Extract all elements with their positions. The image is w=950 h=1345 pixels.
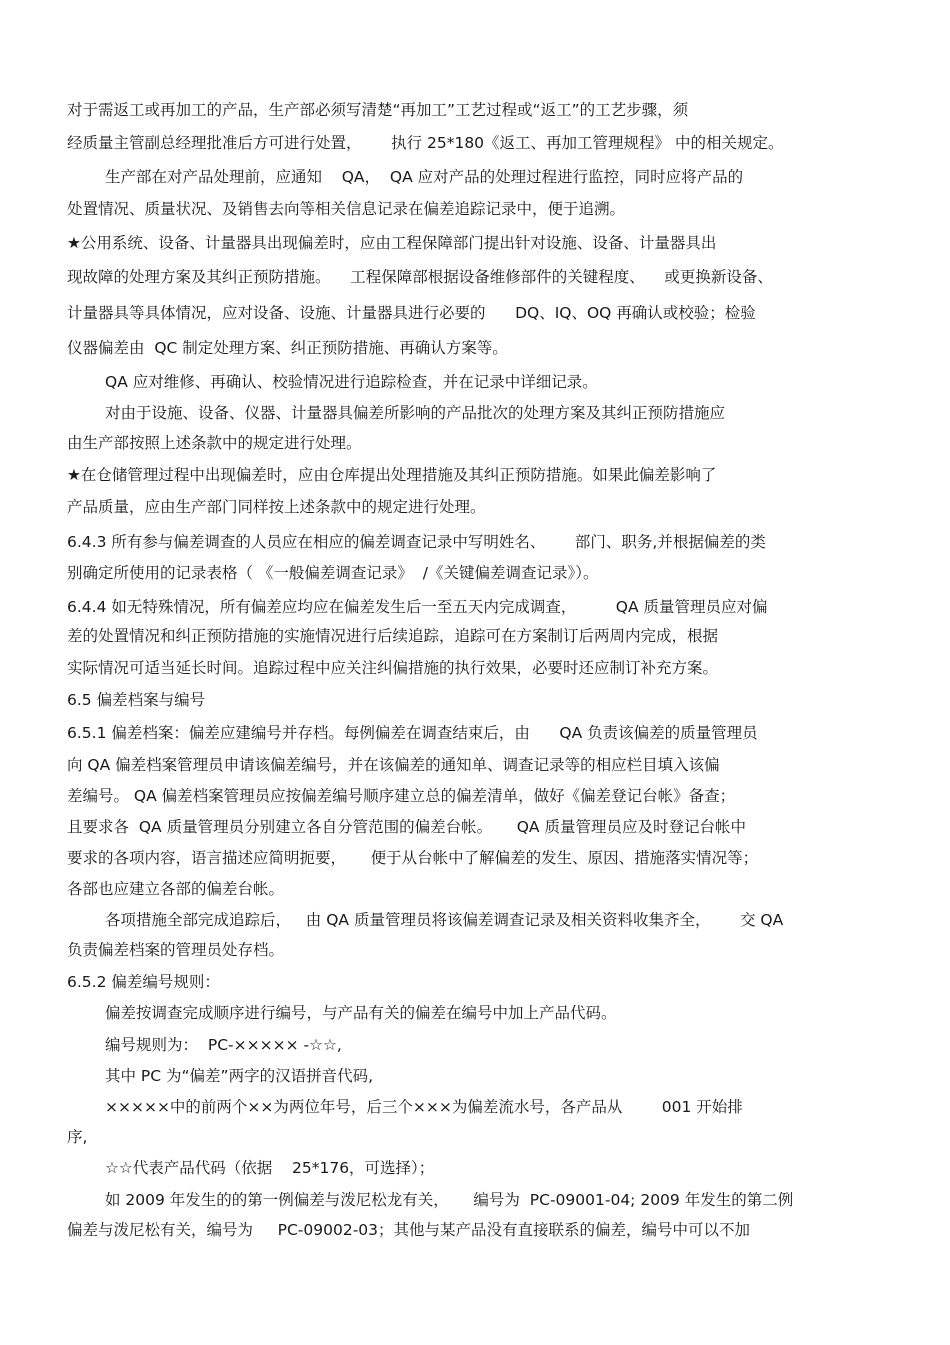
text-line: 6.4.3 所有参与偏差调查的人员应在相应的偏差调查记录中写明姓名、 部门、职务,并根据偏差的类	[67, 533, 766, 551]
text-line: 由生产部按照上述条款中的规定进行处理。	[67, 434, 362, 452]
text-line: ★公用系统、设备、计量器具出现偏差时，应由工程保障部门提出针对设施、设备、计量器具出	[67, 234, 717, 252]
text-line: 别确定所使用的记录表格（ 《一般偏差调查记录》 /《关键偏差调查记录》）。	[67, 564, 599, 582]
text-line: 经质量主管副总经理批准后方可进行处置， 执行 25*180《返工、再加工管理规程》 中的相关规定。	[67, 134, 784, 152]
section-heading: 6.5 偏差档案与编号	[67, 691, 206, 709]
text-line: 向 QA 偏差档案管理员申请该偏差编号，并在该偏差的通知单、调查记录等的相应栏目填入该偏	[67, 756, 720, 774]
text-line: 如 2009 年发生的的第一例偏差与泼尼松龙有关， 编号为 PC-09001-04; 2009 年发生的第二例	[105, 1191, 794, 1209]
text-line: 6.5.1 偏差档案：偏差应建编号并存档。每例偏差在调查结束后，由 QA 负责该偏差的质量管理员	[67, 724, 758, 742]
text-line: ×××××中的前两个××为两位年号，后三个×××为偏差流水号，各产品从 001 开始排	[105, 1098, 743, 1116]
text-line: 对由于设施、设备、仪器、计量器具偏差所影响的产品批次的处理方案及其纠正预防措施应	[105, 404, 726, 422]
text-line: 各项措施全部完成追踪后， 由 QA 质量管理员将该偏差调查记录及相关资料收集齐全， 交 QA	[105, 911, 784, 929]
text-line: 要求的各项内容，语言描述应简明扼要， 便于从台帐中了解偏差的发生、原因、措施落实情况等；	[67, 849, 759, 867]
text-line: 实际情况可适当延长时间。追踪过程中应关注纠偏措施的执行效果，必要时还应制订补充方案。	[67, 659, 719, 677]
text-line: 产品质量，应由生产部门同样按上述条款中的规定进行处理。	[67, 498, 486, 516]
text-line: 负责偏差档案的管理员处存档。	[67, 941, 285, 959]
text-line: 生产部在对产品处理前，应通知 QA， QA 应对产品的处理过程进行监控，同时应将产品的	[105, 168, 744, 186]
text-line: ★在仓储管理过程中出现偏差时，应由仓库提出处理措施及其纠正预防措施。如果此偏差影响了	[67, 466, 717, 484]
text-line: 序,	[67, 1128, 88, 1146]
text-line: 差编号。 QA 偏差档案管理员应按偏差编号顺序建立总的偏差清单，做好《偏差登记台帐》备查；	[67, 787, 736, 805]
text-line: QA 应对维修、再确认、校验情况进行追踪检查，并在记录中详细记录。	[105, 373, 598, 391]
text-line: 对于需返工或再加工的产品，生产部必须写清楚“再加工”工艺过程或“返工”的工艺步骤，须	[67, 101, 689, 119]
text-line: 编号规则为： PC-××××× -☆☆,	[105, 1036, 342, 1054]
text-line: 处置情况、质量状况、及销售去向等相关信息记录在偏差追踪记录中，便于追溯。	[67, 200, 626, 218]
text-line: 其中 PC 为“偏差”两字的汉语拼音代码,	[105, 1067, 374, 1085]
text-line: 仪器偏差由 QC 制定处理方案、纠正预防措施、再确认方案等。	[67, 339, 508, 357]
text-line: 各部也应建立各部的偏差台帐。	[67, 880, 285, 898]
text-line: 计量器具等具体情况，应对设备、设施、计量器具进行必要的 DQ、IQ、OQ 再确认或校验；检验	[67, 304, 756, 322]
text-line: 6.4.4 如无特殊情况，所有偏差应均应在偏差发生后一至五天内完成调查， QA 质量管理员应对偏	[67, 598, 768, 616]
section-heading: 6.5.2 偏差编号规则：	[67, 973, 220, 991]
text-line: 偏差按调查完成顺序进行编号，与产品有关的偏差在编号中加上产品代码。	[105, 1004, 617, 1022]
text-line: 差的处置情况和纠正预防措施的实施情况进行后续追踪，追踪可在方案制订后两周内完成，根据	[67, 627, 719, 645]
text-line: 现故障的处理方案及其纠正预防措施。 工程保障部根据设备维修部件的关键程度、 或更换新设备、	[67, 268, 773, 286]
text-line: 且要求各 QA 质量管理员分别建立各自分管范围的偏差台帐。 QA 质量管理员应及时登记台帐中	[67, 818, 746, 836]
text-line: 偏差与泼尼松有关，编号为 PC-09002-03；其他与某产品没有直接联系的偏差，编号中可以不加	[67, 1221, 751, 1239]
text-line: ☆☆代表产品代码（依据 25*176，可选择）；	[105, 1159, 435, 1177]
